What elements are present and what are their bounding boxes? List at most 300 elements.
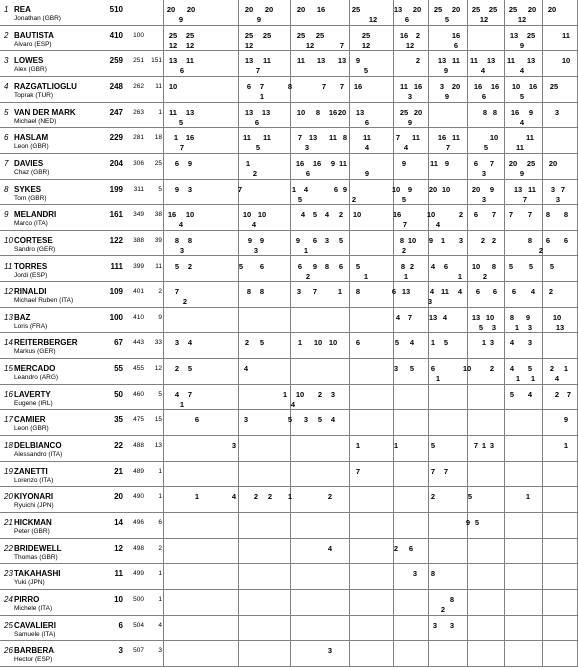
rider-firstname-country: Ryuichi (JPN) (14, 502, 54, 510)
race-points: 1 (179, 399, 185, 409)
rider-firstname-country: Chaz (GBR) (14, 168, 50, 176)
points-behind-leader: 262 (133, 82, 144, 90)
race-points: 10 (552, 312, 562, 322)
points-behind-leader: 489 (133, 467, 144, 475)
rider-firstname-country: Eugene (IRL) (14, 399, 53, 407)
race-points: 25 (526, 30, 536, 40)
race-points: 9 (444, 158, 450, 168)
race-points: 10 (471, 261, 481, 271)
race-points: 2 (393, 543, 399, 553)
race-points: 3 (481, 194, 487, 204)
race-points: 4 (509, 364, 515, 374)
race-points: 1 (259, 91, 265, 101)
race-points: 7 (339, 81, 345, 91)
race-points: 11 (297, 56, 305, 66)
race-points: 8 (174, 235, 180, 245)
race-points: 7 (312, 287, 318, 297)
race-points: 6 (492, 287, 498, 297)
race-points: 6 (481, 91, 487, 101)
rider-points: 259 (109, 56, 123, 66)
race-points: 7 (179, 143, 185, 153)
race-points: 11 (441, 287, 449, 297)
rider-surname: CORTESE (14, 235, 53, 245)
rider-position: 12 (4, 287, 13, 297)
race-points: 8 (315, 107, 321, 117)
race-points: 5 (430, 441, 436, 451)
race-points: 4 (178, 220, 184, 230)
race-points: 2 (187, 261, 193, 271)
race-points: 12 (361, 40, 371, 50)
race-points: 10 (511, 81, 521, 91)
race-points: 4 (509, 338, 515, 348)
points-behind-leader: 311 (133, 185, 144, 193)
race-points: 16 (473, 81, 483, 91)
race-points: 8 (491, 261, 497, 271)
race-points: 2 (554, 389, 560, 399)
rider-position: 9 (4, 210, 9, 220)
rider-firstname-country: Lorenzo (ITA) (14, 476, 54, 484)
race-points: 4 (429, 287, 435, 297)
race-points: 10 (407, 235, 417, 245)
race-points: 9 (525, 312, 531, 322)
rider-surname: CAVALIERI (14, 620, 56, 630)
rider-position: 5 (4, 107, 9, 117)
race-points: 7 (473, 441, 479, 451)
points-behind-leader: 281 (133, 134, 144, 142)
race-points: 6 (305, 168, 311, 178)
race-points: 6 (453, 40, 459, 50)
race-points: 10 (426, 210, 436, 220)
race-points: 6 (338, 261, 344, 271)
race-points: 16 (437, 133, 447, 143)
rider-points: 20 (114, 492, 123, 502)
race-points: 11 (363, 133, 371, 143)
rider-position: 23 (4, 569, 13, 579)
race-points: 5 (174, 261, 180, 271)
rider-position: 14 (4, 338, 13, 348)
race-points: 1 (430, 338, 436, 348)
race-points: 7 (402, 220, 408, 230)
race-points: 12 (244, 40, 254, 50)
race-points: 9 (465, 518, 471, 527)
race-points: 10 (462, 364, 472, 374)
race-points: 10 (328, 338, 338, 348)
rider-firstname-country: Alex (GBR) (14, 66, 47, 74)
race-points: 4 (243, 364, 249, 374)
race-points: 6 (511, 287, 517, 297)
race-points: 9 (178, 15, 184, 24)
rider-points: 12 (114, 543, 123, 553)
race-points: 1 (563, 364, 569, 374)
race-points: 9 (312, 261, 318, 271)
race-points: 13 (355, 107, 365, 117)
rider-points: 109 (109, 287, 123, 297)
race-points: 9 (187, 158, 193, 168)
rider-row (0, 231, 577, 257)
race-points: 9 (528, 107, 534, 117)
race-points: 3 (439, 81, 445, 91)
rider-position: 20 (4, 492, 13, 502)
race-points: 20 (244, 5, 254, 14)
race-points: 16 (295, 158, 305, 168)
race-points: 4 (519, 66, 525, 76)
rider-row (0, 616, 577, 642)
rider-points: 10 (114, 594, 123, 604)
race-points: 25 (433, 5, 443, 14)
race-points: 7 (430, 466, 436, 476)
race-points: 20 (428, 184, 438, 194)
race-points: 10 (313, 338, 323, 348)
race-points: 3 (481, 168, 487, 178)
race-points: 16 (399, 30, 409, 40)
rider-row (0, 51, 577, 77)
rider-surname: TAKAHASHI (14, 569, 61, 579)
race-points: 6 (194, 415, 200, 425)
rider-position: 15 (4, 364, 13, 374)
race-points: 6 (408, 543, 414, 553)
race-points: 3 (554, 107, 560, 117)
race-points: 16 (185, 133, 195, 143)
race-points: 2 (351, 194, 357, 204)
rider-surname: TORRES (14, 261, 48, 271)
race-points: 10 (441, 184, 451, 194)
race-points: 4 (554, 374, 560, 384)
rider-position: 3 (4, 56, 9, 66)
race-points: 8 (509, 312, 515, 322)
race-points: 6 (179, 66, 185, 76)
race-points: 1 (435, 374, 441, 384)
race-points: 4 (303, 184, 309, 194)
race-points: 2 (548, 287, 554, 297)
race-points: 3 (243, 415, 249, 425)
points-behind-leader: 100 (133, 31, 144, 39)
race-points: 16 (490, 81, 500, 91)
race-points: 1 (530, 374, 536, 384)
race-points: 3 (489, 338, 495, 348)
race-points: 5 (355, 261, 361, 271)
race-points: 6 (246, 81, 252, 91)
race-points: 5 (338, 235, 344, 245)
race-points: 1 (282, 389, 288, 399)
rider-surname: REITERBERGER (14, 338, 78, 348)
points-behind-previous: 1 (158, 570, 162, 578)
rider-firstname-country: Tom (GBR) (14, 194, 47, 202)
race-points: 3 (324, 235, 330, 245)
points-behind-leader: 498 (133, 544, 144, 552)
race-points: 4 (435, 220, 441, 230)
race-points: 25 (262, 30, 272, 40)
race-points: 4 (327, 543, 333, 553)
race-points: 3 (432, 620, 438, 630)
race-points: 13 (308, 133, 318, 143)
rider-row (0, 487, 577, 513)
rider-position: 16 (4, 389, 13, 399)
race-points: 2 (440, 604, 446, 614)
race-points: 4 (174, 389, 180, 399)
rider-firstname-country: Thomas (GBR) (14, 553, 58, 561)
rider-firstname-country: Hector (ESP) (14, 656, 53, 664)
race-points: 8 (246, 287, 252, 297)
race-points: 2 (338, 210, 344, 220)
race-points: 9 (407, 117, 413, 127)
race-points: 11 (528, 184, 536, 194)
rider-firstname-country: Toprak (TUR) (14, 91, 54, 99)
race-points: 8 (187, 235, 193, 245)
race-points: 16 (167, 210, 177, 220)
race-points: 9 (428, 235, 434, 245)
rider-firstname-country: Leon (GBR) (14, 425, 49, 433)
race-points: 2 (252, 168, 258, 178)
rider-surname: REA (14, 5, 31, 14)
rider-points: 22 (114, 441, 123, 451)
points-behind-previous: 25 (154, 159, 162, 167)
race-points: 8 (342, 133, 348, 143)
race-points: 20 (337, 107, 347, 117)
rider-firstname-country: Marco (ITA) (14, 220, 48, 228)
race-points: 16 (510, 107, 520, 117)
points-behind-leader: 496 (133, 519, 144, 526)
race-points: 13 (244, 107, 254, 117)
points-behind-previous: 1 (158, 108, 162, 116)
race-points: 12 (168, 40, 178, 50)
race-points: 5 (467, 492, 473, 502)
race-points: 4 (251, 220, 257, 230)
rider-points: 67 (114, 338, 123, 348)
race-points: 2 (305, 271, 311, 281)
race-points: 7 (339, 40, 345, 50)
race-points: 9 (489, 184, 495, 194)
race-points: 9 (563, 415, 569, 425)
race-points: 1 (291, 184, 297, 194)
points-behind-previous: 6 (158, 519, 162, 526)
race-points: 3 (393, 364, 399, 374)
race-points: 25 (471, 5, 481, 14)
points-behind-previous: 33 (154, 339, 162, 347)
points-behind-previous: 13 (154, 442, 162, 450)
race-points: 1 (403, 271, 409, 281)
race-points: 11 (186, 56, 194, 66)
race-points: 5 (312, 210, 318, 220)
points-behind-leader: 475 (133, 416, 144, 424)
race-points: 12 (479, 15, 489, 24)
race-points: 3 (330, 389, 336, 399)
race-points: 9 (401, 158, 407, 168)
race-points: 25 (244, 30, 254, 40)
race-points: 1 (287, 492, 293, 502)
rider-position: 19 (4, 466, 13, 476)
points-behind-leader: 399 (133, 262, 144, 270)
race-points: 5 (527, 364, 533, 374)
race-points: 11 (507, 56, 515, 66)
rider-firstname-country: Leandro (ARG) (14, 374, 59, 382)
rider-firstname-country: Leon (GBR) (14, 143, 49, 151)
race-points: 1 (481, 338, 487, 348)
race-points: 4 (187, 338, 193, 348)
rider-points: 21 (114, 466, 123, 476)
race-points: 4 (231, 492, 237, 502)
rider-surname: PIRRO (14, 594, 40, 604)
race-points: 11 (243, 133, 251, 143)
rider-surname: MERCADO (14, 364, 56, 374)
race-points: 10 (391, 184, 401, 194)
race-points: 9 (174, 184, 180, 194)
race-points: 1 (337, 287, 343, 297)
race-points: 5 (401, 194, 407, 204)
rider-position: 13 (4, 312, 13, 322)
race-points: 4 (395, 312, 401, 322)
race-points: 3 (253, 245, 259, 255)
rider-points: 3 (118, 646, 123, 656)
race-points: 9 (295, 235, 301, 245)
race-points: 11 (263, 133, 271, 143)
race-points: 1 (363, 271, 369, 281)
race-points: 10 (168, 81, 178, 91)
race-points: 7 (395, 133, 401, 143)
race-points: 7 (508, 210, 514, 220)
rider-points: 510 (109, 5, 123, 14)
race-points: 5 (549, 261, 555, 271)
race-points: 25 (549, 81, 559, 91)
race-points: 5 (474, 518, 480, 527)
rider-surname: CAMIER (14, 415, 46, 425)
race-points: 4 (290, 399, 296, 409)
race-points: 7 (297, 133, 303, 143)
race-points: 9 (519, 168, 525, 178)
race-points: 25 (361, 30, 371, 40)
rider-points: 100 (109, 312, 123, 322)
rider-points: 229 (109, 133, 123, 143)
race-points: 20 (451, 5, 461, 14)
race-points: 12 (405, 40, 415, 50)
rider-position: 18 (4, 441, 13, 451)
rider-position: 24 (4, 594, 13, 604)
race-points: 5 (394, 338, 400, 348)
race-points: 20 (412, 5, 422, 14)
points-behind-leader: 500 (133, 595, 144, 603)
race-points: 25 (508, 5, 518, 14)
race-points: 16 (392, 210, 402, 220)
points-behind-previous: 1 (158, 595, 162, 603)
race-points: 7 (259, 81, 265, 91)
rider-surname: VAN DER MARK (14, 107, 76, 117)
race-points: 2 (489, 364, 495, 374)
points-behind-leader: 488 (133, 442, 144, 450)
race-points: 2 (253, 492, 259, 502)
race-points: 2 (430, 492, 436, 502)
race-points: 7 (491, 210, 497, 220)
rider-row (0, 436, 577, 462)
points-behind-previous: 2 (158, 544, 162, 552)
points-behind-previous: 9 (158, 313, 162, 321)
race-points: 5 (178, 117, 184, 127)
race-points: 5 (509, 389, 515, 399)
race-points: 11 (263, 56, 271, 66)
race-points: 11 (400, 81, 408, 91)
rider-points: 248 (109, 81, 123, 91)
rider-points: 50 (114, 389, 123, 399)
race-points: 2 (182, 297, 188, 307)
race-points: 5 (519, 91, 525, 101)
rider-surname: BAZ (14, 312, 31, 322)
rider-row (0, 257, 577, 283)
rider-row (0, 180, 577, 206)
race-points: 6 (312, 235, 318, 245)
race-points: 1 (481, 441, 487, 451)
rider-surname: HICKMAN (14, 518, 52, 527)
race-points: 6 (364, 117, 370, 127)
race-points: 16 (451, 30, 461, 40)
race-points: 4 (364, 143, 370, 153)
race-points: 12 (305, 40, 315, 50)
race-points: 3 (491, 322, 497, 332)
rider-points: 247 (109, 107, 123, 117)
race-points: 3 (296, 287, 302, 297)
race-points: 25 (296, 30, 306, 40)
points-behind-leader: 251 (133, 57, 144, 65)
race-points: 7 (489, 158, 495, 168)
race-points: 1 (245, 158, 251, 168)
race-points: 4 (403, 143, 409, 153)
race-points: 2 (482, 271, 488, 281)
race-points: 1 (563, 441, 569, 451)
race-points: 9 (519, 40, 525, 50)
rider-surname: DELBIANCO (14, 441, 62, 451)
rider-firstname-country: Michele (ITA) (14, 604, 53, 612)
rider-position: 17 (4, 415, 13, 425)
race-points: 13 (185, 107, 195, 117)
race-points: 3 (231, 441, 237, 451)
rider-position: 10 (4, 235, 13, 245)
rider-surname: BRIDEWELL (14, 543, 62, 553)
rider-row (0, 539, 577, 565)
race-points: 20 (547, 5, 557, 14)
race-points: 12 (185, 40, 195, 50)
race-points: 3 (179, 245, 185, 255)
rider-surname: RINALDI (14, 287, 47, 297)
race-points: 2 (409, 261, 415, 271)
race-points: 7 (321, 81, 327, 91)
race-points: 5 (409, 364, 415, 374)
race-points: 3 (174, 338, 180, 348)
race-points: 9 (256, 15, 262, 24)
points-behind-leader: 443 (133, 339, 144, 347)
rider-position: 4 (4, 81, 9, 91)
rider-firstname-country: Jonathan (GBR) (14, 15, 61, 22)
race-points: 16 (413, 81, 423, 91)
race-points: 20 (264, 5, 274, 14)
rider-surname: BARBERA (14, 646, 54, 656)
race-points: 3 (489, 441, 495, 451)
race-points: 6 (473, 158, 479, 168)
race-points: 20 (413, 107, 423, 117)
race-points: 2 (244, 338, 250, 348)
rider-position: 7 (4, 158, 9, 168)
race-points: 13 (437, 56, 447, 66)
race-points: 8 (482, 107, 488, 117)
rider-row (0, 205, 577, 231)
race-points: 6 (391, 287, 397, 297)
race-points: 6 (545, 235, 551, 245)
race-points: 10 (185, 210, 195, 220)
race-points: 10 (485, 312, 495, 322)
race-points: 10 (561, 56, 571, 66)
race-points: 4 (519, 117, 525, 127)
rider-points: 410 (109, 30, 123, 40)
rider-surname: BAUTISTA (14, 30, 54, 40)
race-points: 16 (328, 107, 338, 117)
points-behind-previous: 4 (158, 621, 162, 629)
race-points: 1 (457, 271, 463, 281)
